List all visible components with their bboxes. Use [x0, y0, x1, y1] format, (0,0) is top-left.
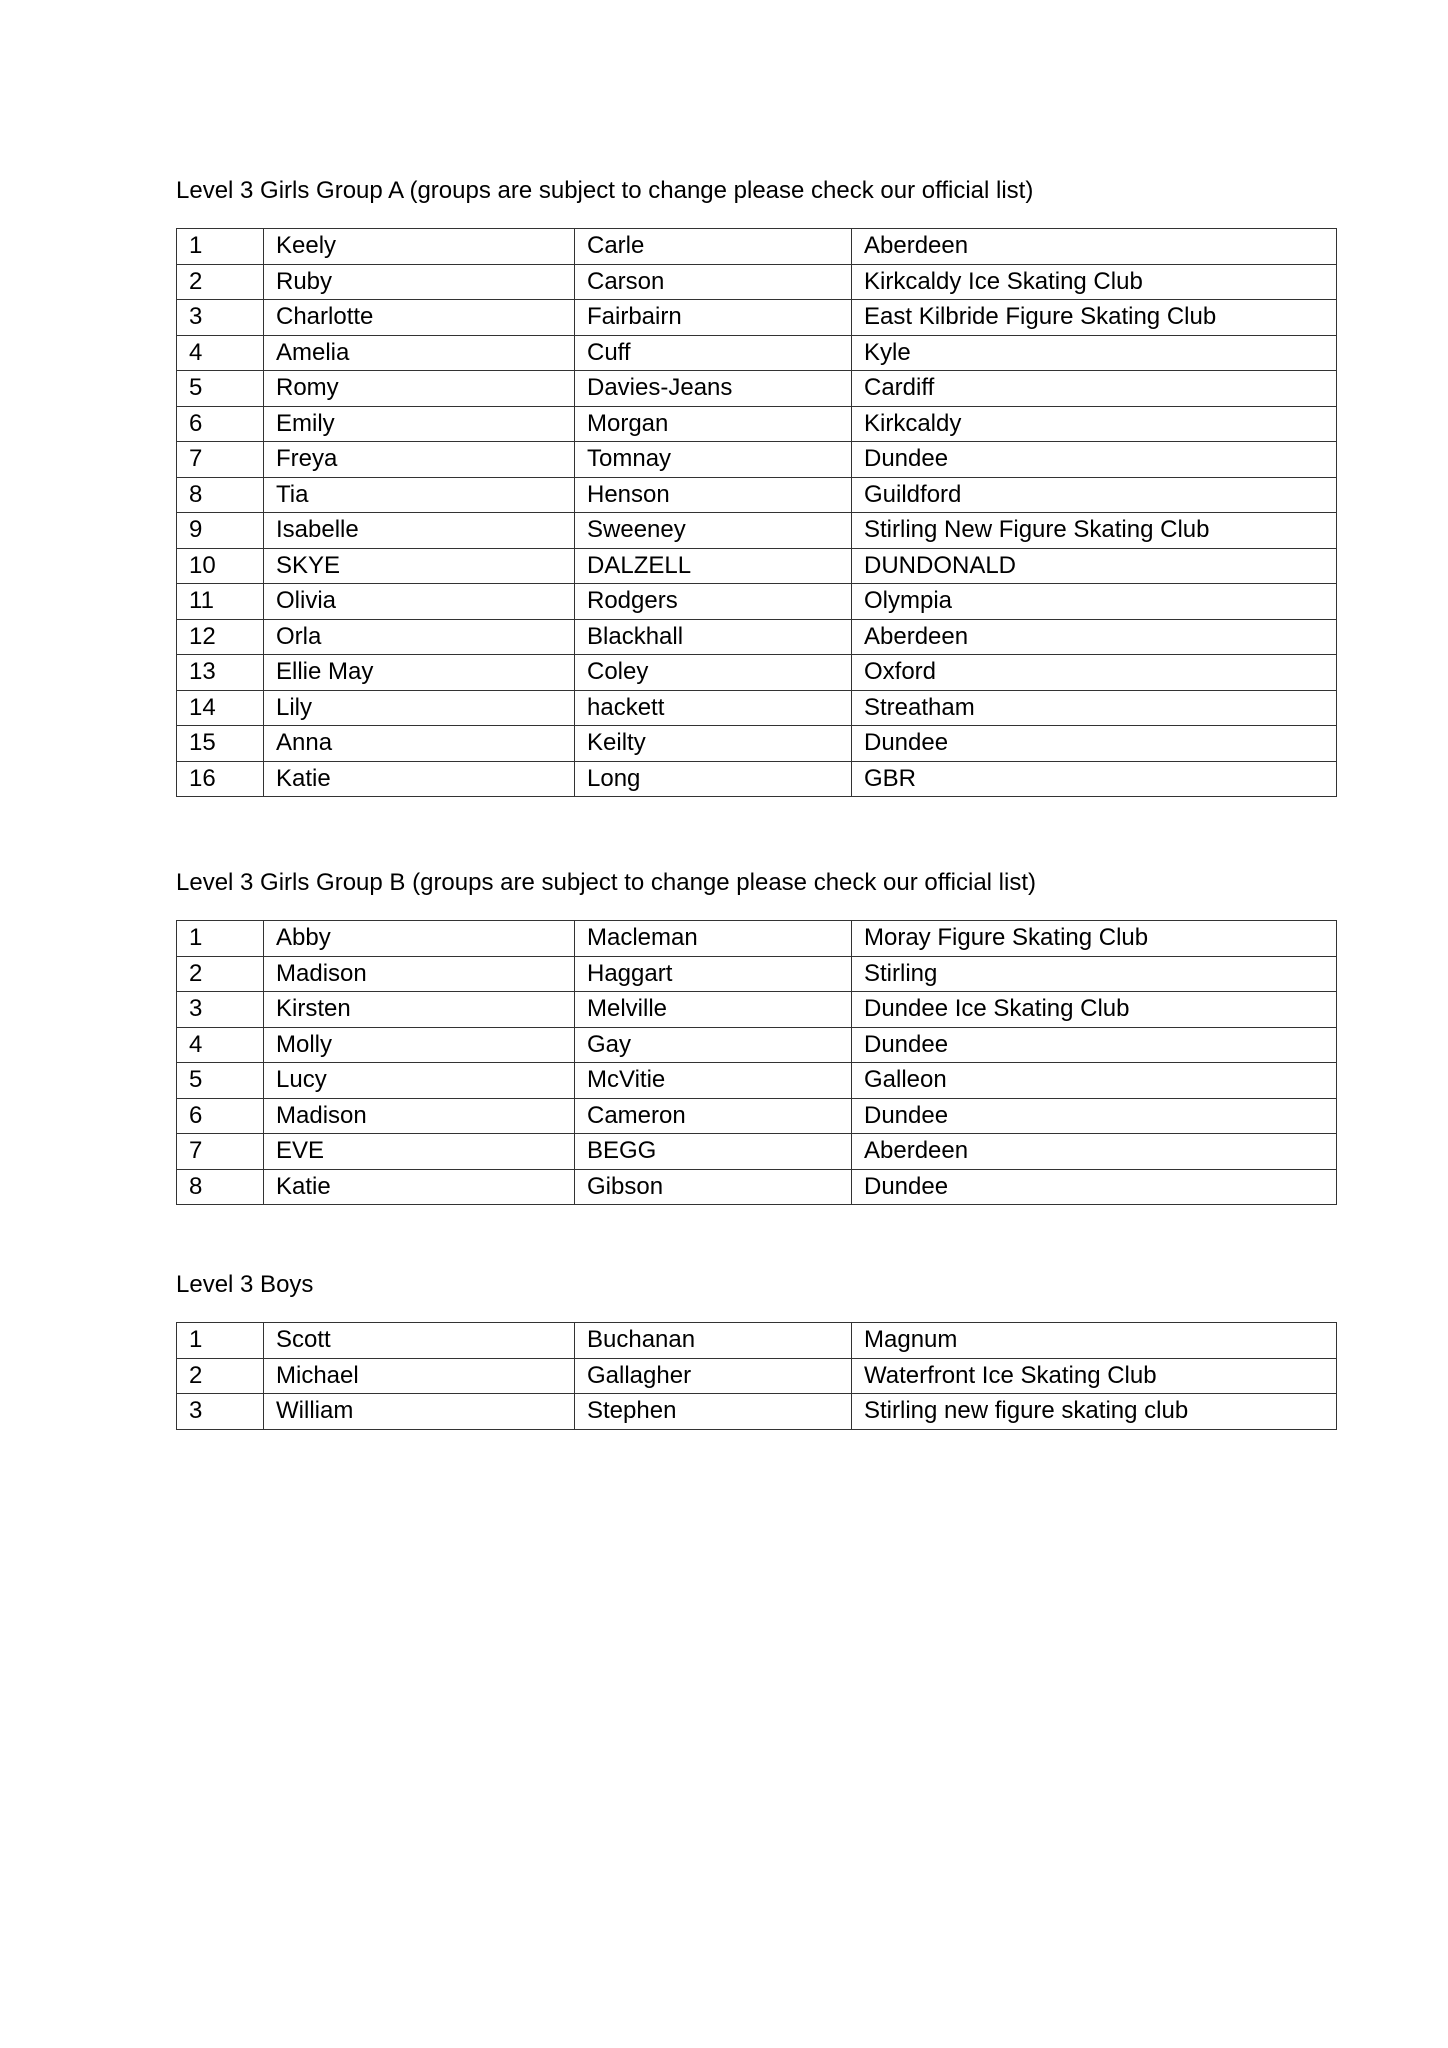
first-name: Keely — [264, 229, 575, 265]
first-name: Scott — [264, 1323, 575, 1359]
last-name: Gibson — [575, 1169, 852, 1205]
entry-number: 3 — [177, 1394, 264, 1430]
club-name: Stirling New Figure Skating Club — [852, 513, 1337, 549]
first-name: Ruby — [264, 264, 575, 300]
last-name: Stephen — [575, 1394, 852, 1430]
club-name: Kirkcaldy — [852, 406, 1337, 442]
group-b-heading: Level 3 Girls Group B (groups are subject to change please check our official list) — [176, 869, 1036, 896]
group-a-heading: Level 3 Girls Group A (groups are subject to change please check our official list) — [176, 177, 1034, 204]
last-name: DALZELL — [575, 548, 852, 584]
table-row — [177, 1394, 1337, 1430]
table-row — [177, 548, 1337, 584]
last-name: Fairbairn — [575, 300, 852, 336]
table-row — [177, 1134, 1337, 1170]
club-name: Dundee — [852, 1027, 1337, 1063]
entry-number: 2 — [177, 956, 264, 992]
table-row — [177, 1169, 1337, 1205]
table-row — [177, 406, 1337, 442]
group-a-table — [176, 228, 1337, 797]
first-name: EVE — [264, 1134, 575, 1170]
entry-number: 7 — [177, 442, 264, 478]
first-name: Lily — [264, 690, 575, 726]
last-name: Gallagher — [575, 1358, 852, 1394]
club-name: Aberdeen — [852, 229, 1337, 265]
table-row — [177, 921, 1337, 957]
club-name: Dundee — [852, 726, 1337, 762]
club-name: Kyle — [852, 335, 1337, 371]
first-name: Anna — [264, 726, 575, 762]
first-name: Freya — [264, 442, 575, 478]
entry-number: 5 — [177, 371, 264, 407]
entry-number: 1 — [177, 229, 264, 265]
club-name: Waterfront Ice Skating Club — [852, 1358, 1337, 1394]
table-row — [177, 1323, 1337, 1359]
club-name: Olympia — [852, 584, 1337, 620]
table-row — [177, 690, 1337, 726]
last-name: BEGG — [575, 1134, 852, 1170]
last-name: Tomnay — [575, 442, 852, 478]
first-name: Katie — [264, 1169, 575, 1205]
last-name: Cameron — [575, 1098, 852, 1134]
table-row — [177, 1098, 1337, 1134]
entry-number: 15 — [177, 726, 264, 762]
entry-number: 16 — [177, 761, 264, 797]
entry-number: 6 — [177, 406, 264, 442]
table-row — [177, 1063, 1337, 1099]
last-name: Melville — [575, 992, 852, 1028]
table-row — [177, 264, 1337, 300]
entry-number: 2 — [177, 1358, 264, 1394]
club-name: Guildford — [852, 477, 1337, 513]
club-name: Streatham — [852, 690, 1337, 726]
club-name: Aberdeen — [852, 1134, 1337, 1170]
first-name: Madison — [264, 1098, 575, 1134]
entry-number: 8 — [177, 1169, 264, 1205]
table-row — [177, 956, 1337, 992]
club-name: Stirling new figure skating club — [852, 1394, 1337, 1430]
first-name: Romy — [264, 371, 575, 407]
table-row — [177, 371, 1337, 407]
boys-heading: Level 3 Boys — [176, 1271, 314, 1298]
entry-number: 14 — [177, 690, 264, 726]
club-name: Kirkcaldy Ice Skating Club — [852, 264, 1337, 300]
boys-table — [176, 1322, 1337, 1430]
last-name: Henson — [575, 477, 852, 513]
last-name: Gay — [575, 1027, 852, 1063]
table-row — [177, 477, 1337, 513]
last-name: McVitie — [575, 1063, 852, 1099]
first-name: Tia — [264, 477, 575, 513]
club-name: Dundee Ice Skating Club — [852, 992, 1337, 1028]
table-row — [177, 1358, 1337, 1394]
table-row — [177, 442, 1337, 478]
table-row — [177, 584, 1337, 620]
entry-number: 12 — [177, 619, 264, 655]
first-name: Kirsten — [264, 992, 575, 1028]
club-name: Dundee — [852, 1098, 1337, 1134]
last-name: Long — [575, 761, 852, 797]
last-name: Buchanan — [575, 1323, 852, 1359]
first-name: Charlotte — [264, 300, 575, 336]
entry-number: 9 — [177, 513, 264, 549]
first-name: Orla — [264, 619, 575, 655]
last-name: Carle — [575, 229, 852, 265]
club-name: Moray Figure Skating Club — [852, 921, 1337, 957]
club-name: Magnum — [852, 1323, 1337, 1359]
entry-number: 4 — [177, 335, 264, 371]
first-name: Olivia — [264, 584, 575, 620]
last-name: Morgan — [575, 406, 852, 442]
last-name: hackett — [575, 690, 852, 726]
first-name: Michael — [264, 1358, 575, 1394]
entry-number: 1 — [177, 921, 264, 957]
table-row — [177, 655, 1337, 691]
table-row — [177, 1027, 1337, 1063]
last-name: Blackhall — [575, 619, 852, 655]
entry-number: 3 — [177, 992, 264, 1028]
last-name: Cuff — [575, 335, 852, 371]
club-name: Stirling — [852, 956, 1337, 992]
first-name: Katie — [264, 761, 575, 797]
last-name: Coley — [575, 655, 852, 691]
club-name: Dundee — [852, 1169, 1337, 1205]
last-name: Davies-Jeans — [575, 371, 852, 407]
first-name: Emily — [264, 406, 575, 442]
first-name: Lucy — [264, 1063, 575, 1099]
club-name: Cardiff — [852, 371, 1337, 407]
first-name: SKYE — [264, 548, 575, 584]
first-name: Amelia — [264, 335, 575, 371]
table-row — [177, 992, 1337, 1028]
entry-number: 8 — [177, 477, 264, 513]
table-row — [177, 513, 1337, 549]
club-name: Dundee — [852, 442, 1337, 478]
entry-number: 11 — [177, 584, 264, 620]
entry-number: 4 — [177, 1027, 264, 1063]
last-name: Macleman — [575, 921, 852, 957]
first-name: Abby — [264, 921, 575, 957]
club-name: Galleon — [852, 1063, 1337, 1099]
table-row — [177, 726, 1337, 762]
last-name: Haggart — [575, 956, 852, 992]
club-name: Oxford — [852, 655, 1337, 691]
first-name: Ellie May — [264, 655, 575, 691]
entry-number: 7 — [177, 1134, 264, 1170]
club-name: Aberdeen — [852, 619, 1337, 655]
first-name: William — [264, 1394, 575, 1430]
first-name: Madison — [264, 956, 575, 992]
entry-number: 5 — [177, 1063, 264, 1099]
group-a-section — [176, 176, 1336, 797]
table-row — [177, 335, 1337, 371]
entry-number: 10 — [177, 548, 264, 584]
club-name: GBR — [852, 761, 1337, 797]
table-row — [177, 619, 1337, 655]
boys-section — [176, 1270, 1336, 1430]
last-name: Keilty — [575, 726, 852, 762]
last-name: Rodgers — [575, 584, 852, 620]
club-name: East Kilbride Figure Skating Club — [852, 300, 1337, 336]
group-b-table — [176, 920, 1337, 1205]
table-row — [177, 229, 1337, 265]
entry-number: 3 — [177, 300, 264, 336]
group-b-section — [176, 868, 1336, 1205]
first-name: Isabelle — [264, 513, 575, 549]
entry-number: 6 — [177, 1098, 264, 1134]
entry-number: 1 — [177, 1323, 264, 1359]
entry-number: 13 — [177, 655, 264, 691]
last-name: Carson — [575, 264, 852, 300]
entry-number: 2 — [177, 264, 264, 300]
club-name: DUNDONALD — [852, 548, 1337, 584]
table-row — [177, 761, 1337, 797]
first-name: Molly — [264, 1027, 575, 1063]
last-name: Sweeney — [575, 513, 852, 549]
table-row — [177, 300, 1337, 336]
